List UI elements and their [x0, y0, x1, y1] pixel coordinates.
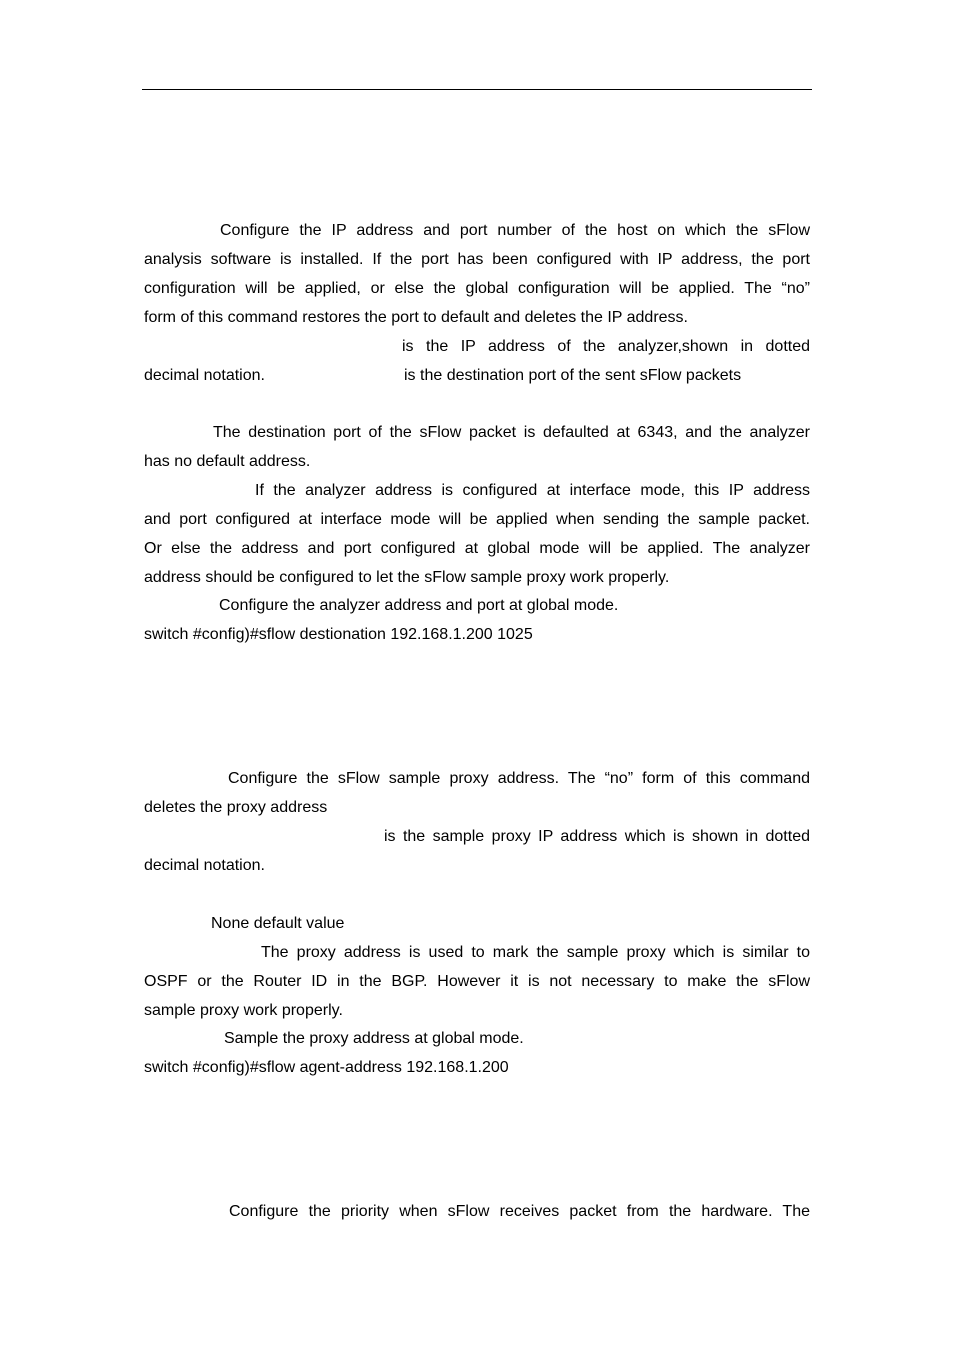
header-rule [142, 89, 812, 90]
text-line: form of this command restores the port to default and deletes the IP address. [144, 309, 688, 326]
text-fragment: is the destination port of the sent sFlow packets [404, 367, 742, 384]
s2-code: switch #config)#sflow agent-address 192.168.1.200 [144, 1059, 509, 1076]
text-line: address should be configured to let the sFlow sample proxy work properly. [144, 569, 670, 586]
text-fragment: decimal notation. [144, 367, 265, 384]
text-line: Configure the sFlow sample proxy address. The “no” form of this command [228, 770, 810, 787]
text-line [144, 361, 810, 390]
text-line: has no default address. [144, 453, 311, 470]
s2-usage [144, 938, 810, 1025]
text-line: Sample the proxy address at global mode. [224, 1030, 524, 1047]
text-line: sample proxy work properly. [144, 1002, 343, 1019]
text-line: deletes the proxy address [144, 799, 328, 816]
s1-usage [144, 476, 810, 592]
text-line: is the IP address of the analyzer,shown in dotted [402, 338, 810, 355]
text-line: and port configured at interface mode will be applied when sending the sample packet. [144, 511, 810, 528]
s1-default [144, 418, 810, 476]
text-line: If the analyzer address is configured at interface mode, this IP address [255, 482, 810, 499]
text-line: Or else the address and port configured at global mode will be applied. The analyzer [144, 540, 810, 557]
text-line: Configure the analyzer address and port at global mode. [219, 597, 619, 614]
text-line: Configure the priority when sFlow receives packet from the hardware. The [229, 1203, 810, 1220]
s2-default [144, 909, 810, 938]
text-line: OSPF or the Router ID in the BGP. However it is not necessary to make the sFlow [144, 973, 810, 990]
s2-function [144, 764, 810, 822]
s1-example [144, 591, 810, 620]
text-line: analysis software is installed. If the port has been configured with IP address, the port [144, 251, 810, 268]
text-line: The destination port of the sFlow packet is defaulted at 6343, and the analyzer [213, 424, 810, 441]
s1-function [144, 216, 810, 332]
text-line: The proxy address is used to mark the sample proxy which is similar to [261, 944, 810, 961]
s3-function [144, 1197, 810, 1226]
text-line: Configure the IP address and port number of the host on which the sFlow [220, 222, 810, 239]
s2-parameter [144, 822, 810, 880]
s1-parameter [144, 332, 810, 390]
text-line: is the sample proxy IP address which is shown in dotted [384, 828, 810, 845]
s2-example [144, 1024, 810, 1053]
text-line: None default value [211, 915, 345, 932]
text-line: configuration will be applied, or else the global configuration will be applied. The “no” [144, 280, 810, 297]
s1-code: switch #config)#sflow destionation 192.168.1.200 1025 [144, 626, 533, 643]
text-line: decimal notation. [144, 857, 265, 874]
